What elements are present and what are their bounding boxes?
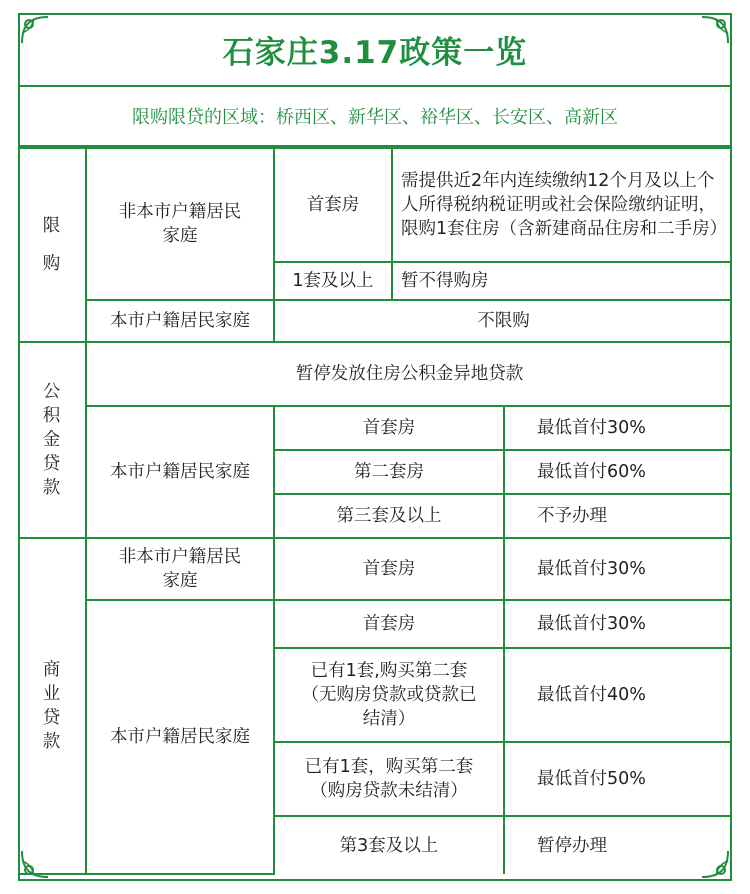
cl-non-local-rule: 最低首付30% bbox=[504, 538, 732, 600]
cl-rule: 暂停办理 bbox=[504, 816, 732, 874]
cl-rule: 最低首付40% bbox=[504, 648, 732, 742]
first-home-label: 首套房 bbox=[274, 148, 392, 262]
local-family-label: 本市户籍居民家庭 bbox=[86, 300, 274, 342]
table-row bbox=[18, 148, 732, 262]
pf-rule: 不予办理 bbox=[504, 494, 732, 538]
provident-fund-notice: 暂停发放住房公积金异地贷款 bbox=[86, 342, 732, 406]
cl-non-local-type: 首套房 bbox=[274, 538, 504, 600]
table-row bbox=[18, 300, 732, 342]
pf-rule: 最低首付60% bbox=[504, 450, 732, 494]
cl-non-local-family-label: 非本市户籍居民家庭 bbox=[86, 538, 274, 600]
policy-table bbox=[18, 147, 732, 875]
cl-local-family-label: 本市户籍居民家庭 bbox=[86, 600, 274, 874]
table-row bbox=[18, 538, 732, 600]
cl-type: 已有1套，购买第二套（购房贷款未结清） bbox=[274, 742, 504, 816]
one-or-more-label: 1套及以上 bbox=[274, 262, 392, 300]
pf-local-family-label: 本市户籍居民家庭 bbox=[86, 406, 274, 538]
pf-type: 首套房 bbox=[274, 406, 504, 450]
pf-type: 第二套房 bbox=[274, 450, 504, 494]
cl-type: 首套房 bbox=[274, 600, 504, 648]
one-or-more-rule: 暂不得购房 bbox=[392, 262, 732, 300]
category-commercial-loan: 商业贷款 bbox=[18, 538, 86, 874]
category-purchase-limit: 限购 bbox=[18, 148, 86, 342]
table-row bbox=[18, 342, 732, 406]
cl-rule: 最低首付30% bbox=[504, 600, 732, 648]
table-row bbox=[18, 600, 732, 648]
non-local-family-label: 非本市户籍居民家庭 bbox=[86, 148, 274, 300]
table-row bbox=[18, 406, 732, 450]
page-title: 石家庄3.17政策一览 bbox=[18, 13, 732, 87]
first-home-rule: 需提供近2年内连续缴纳12个月及以上个人所得税纳税证明或社会保险缴纳证明，限购1套住房（含新建商品住房和二手房） bbox=[392, 148, 732, 262]
local-rule: 不限购 bbox=[274, 300, 732, 342]
restricted-areas: 限购限贷的区域：桥西区、新华区、裕华区、长安区、高新区 bbox=[18, 87, 732, 147]
cl-rule: 最低首付50% bbox=[504, 742, 732, 816]
cl-type: 已有1套,购买第二套（无购房贷款或贷款已结清） bbox=[274, 648, 504, 742]
cl-type: 第3套及以上 bbox=[274, 816, 504, 874]
pf-rule: 最低首付30% bbox=[504, 406, 732, 450]
pf-type: 第三套及以上 bbox=[274, 494, 504, 538]
category-provident-fund-loan: 公积金贷款 bbox=[18, 342, 86, 538]
